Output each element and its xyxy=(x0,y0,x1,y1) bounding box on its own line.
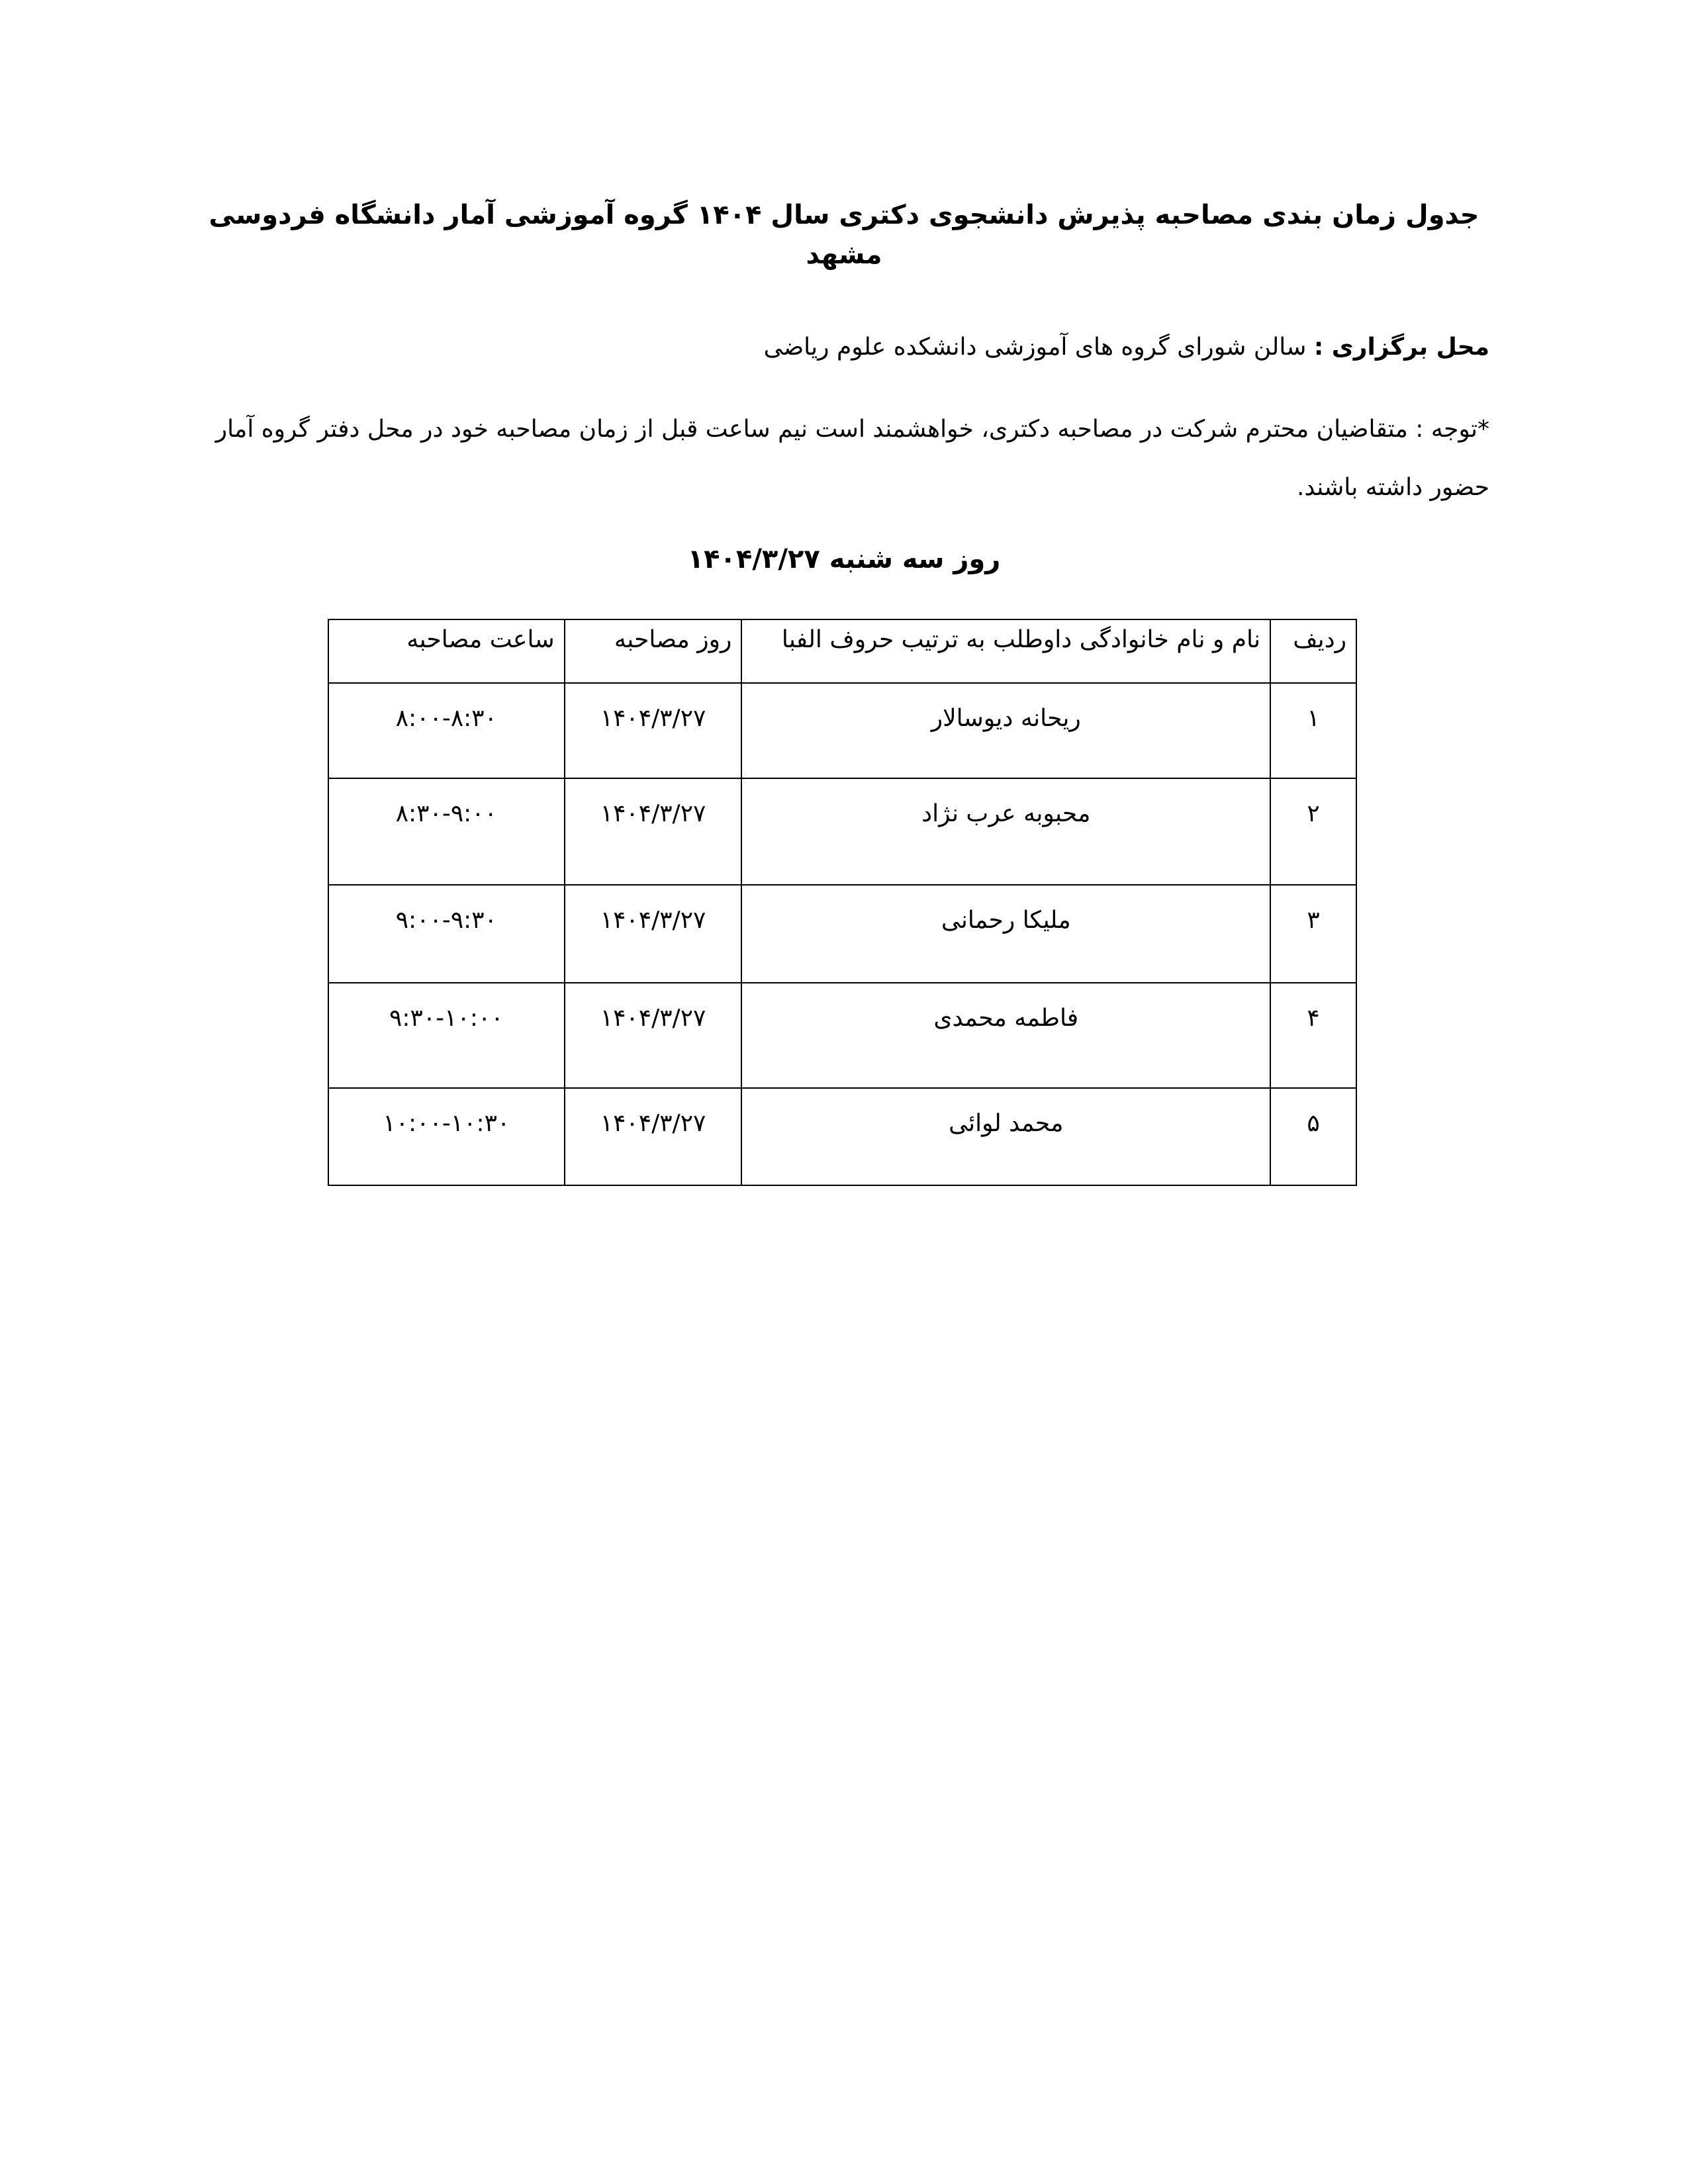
candidate-name-cell: ریحانه دیوسالار xyxy=(741,683,1270,778)
day-title: روز سه شنبه ۱۴۰۴/۳/۲۷ xyxy=(687,544,1001,574)
attendance-note: *توجه : متقاضیان محترم شرکت در مصاحبه دکتری، خواهشمند است نیم ساعت قبل از زمان مصاحبه خود در محل دفتر گروه آمار حضور داشته باشند. xyxy=(215,416,1489,501)
interview-time-cell: ۹:۳۰-۱۰:۰۰ xyxy=(328,983,565,1088)
interview-time-cell: ۸:۳۰-۹:۰۰ xyxy=(328,778,565,885)
row-number-cell: ۴ xyxy=(1270,983,1356,1088)
venue-line xyxy=(199,328,1489,367)
table-header-row xyxy=(328,619,1356,683)
table-row xyxy=(328,983,1356,1088)
header-interview-day: روز مصاحبه xyxy=(565,619,742,683)
candidate-name-cell: محمد لوائی xyxy=(741,1088,1270,1185)
table-row xyxy=(328,778,1356,885)
interview-day-cell: ۱۴۰۴/۳/۲۷ xyxy=(565,983,742,1088)
interview-day-cell: ۱۴۰۴/۳/۲۷ xyxy=(565,683,742,778)
row-number-cell: ۲ xyxy=(1270,778,1356,885)
candidate-name-cell: محبوبه عرب نژاد xyxy=(741,778,1270,885)
table-row xyxy=(328,885,1356,983)
interview-time-cell: ۹:۰۰-۹:۳۰ xyxy=(328,885,565,983)
row-number-cell: ۳ xyxy=(1270,885,1356,983)
venue-value: سالن شورای گروه های آموزشی دانشکده علوم ریاضی xyxy=(763,334,1307,361)
interview-day-cell: ۱۴۰۴/۳/۲۷ xyxy=(565,885,742,983)
interview-schedule-table xyxy=(328,619,1357,1186)
header-row-number: ردیف xyxy=(1270,619,1356,683)
table-row xyxy=(328,1088,1356,1185)
row-number-cell: ۱ xyxy=(1270,683,1356,778)
page-title: جدول زمان بندی مصاحبه پذیرش دانشجوی دکتری سال ۱۴۰۴ گروه آموزشی آمار دانشگاه فردوسی مشهد xyxy=(209,200,1479,270)
candidate-name-cell: فاطمه محمدی xyxy=(741,983,1270,1088)
candidate-name-cell: ملیکا رحمانی xyxy=(741,885,1270,983)
table-row xyxy=(328,683,1356,778)
interview-day-cell: ۱۴۰۴/۳/۲۷ xyxy=(565,778,742,885)
row-number-cell: ۵ xyxy=(1270,1088,1356,1185)
venue-label: محل برگزاری : xyxy=(1313,334,1489,361)
interview-time-cell: ۸:۰۰-۸:۳۰ xyxy=(328,683,565,778)
interview-day-cell: ۱۴۰۴/۳/۲۷ xyxy=(565,1088,742,1185)
interview-time-cell: ۱۰:۰۰-۱۰:۳۰ xyxy=(328,1088,565,1185)
header-candidate-name: نام و نام خانوادگی داوطلب به ترتیب حروف الفبا xyxy=(741,619,1270,683)
header-interview-time: ساعت مصاحبه xyxy=(328,619,565,683)
